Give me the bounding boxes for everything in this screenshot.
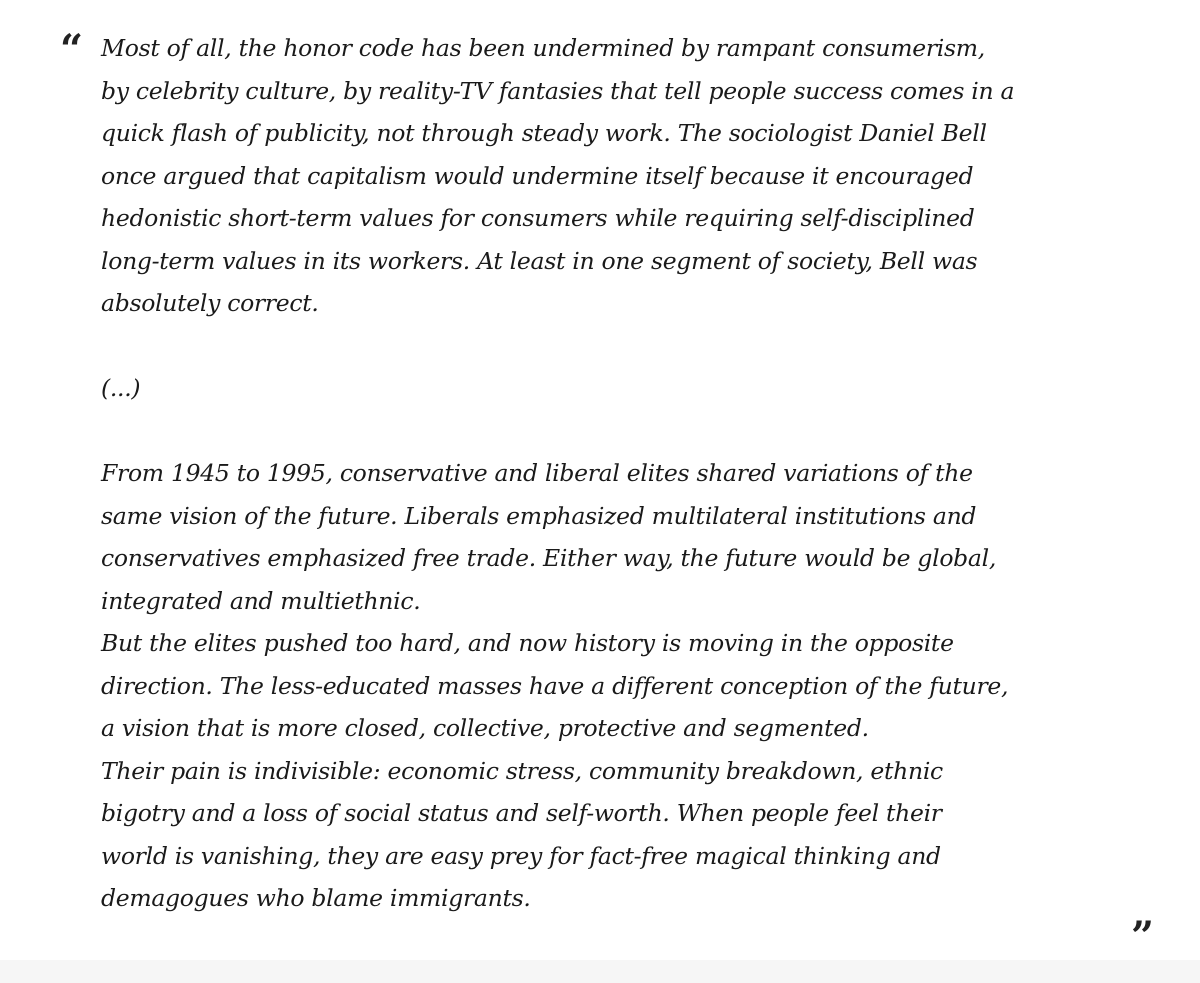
quote-line: a vision that is more closed, collective, protective and segmented. xyxy=(101,714,869,742)
quote-line: demagogues who blame immigrants. xyxy=(101,884,531,912)
quote-line: From 1945 to 1995, conservative and liberal elites shared variations of the xyxy=(101,459,973,487)
quote-line: absolutely correct. xyxy=(101,289,319,317)
close-quote-icon: ” xyxy=(1131,913,1155,960)
open-quote-icon: “ xyxy=(60,26,84,73)
quote-line: Their pain is indivisible: economic stress, community breakdown, ethnic xyxy=(101,756,943,785)
quote-line: (...) xyxy=(101,374,141,402)
quote-line: long-term values in its workers. At least in one segment of society, Bell was xyxy=(101,246,978,275)
quote-line: conservatives emphasized free trade. Either way, the future would be global, xyxy=(101,544,997,572)
quote-line: Most of all, the honor code has been undermined by rampant consumerism, xyxy=(101,34,985,62)
quote-line: world is vanishing, they are easy prey for fact-free magical thinking and xyxy=(101,841,941,870)
quote-line: bigotry and a loss of social status and self-worth. When people feel their xyxy=(101,799,942,827)
quote-line: integrated and multiethnic. xyxy=(101,586,421,615)
quote-line: quick flash of publicity, not through steady work. The sociologist Daniel Bell xyxy=(101,119,987,147)
quote-line: same vision of the future. Liberals emphasized multilateral institutions and xyxy=(101,501,977,530)
quote-paragraph-2 xyxy=(101,452,1161,920)
quote-line: direction. The less-educated masses have a different conception of the future, xyxy=(101,671,1009,700)
quote-paragraph-1 xyxy=(101,27,1161,325)
quote-line: by celebrity culture, by reality-TV fantasies that tell people success comes in a xyxy=(101,76,1015,105)
quote-line: But the elites pushed too hard, and now history is moving in the opposite xyxy=(101,629,954,657)
quote-line: once argued that capitalism would undermine itself because it encouraged xyxy=(101,161,974,190)
ellipsis-text xyxy=(101,367,1161,410)
quote-line: hedonistic short-term values for consumers while requiring self-disciplined xyxy=(101,204,975,232)
page-footer-strip xyxy=(0,960,1200,983)
